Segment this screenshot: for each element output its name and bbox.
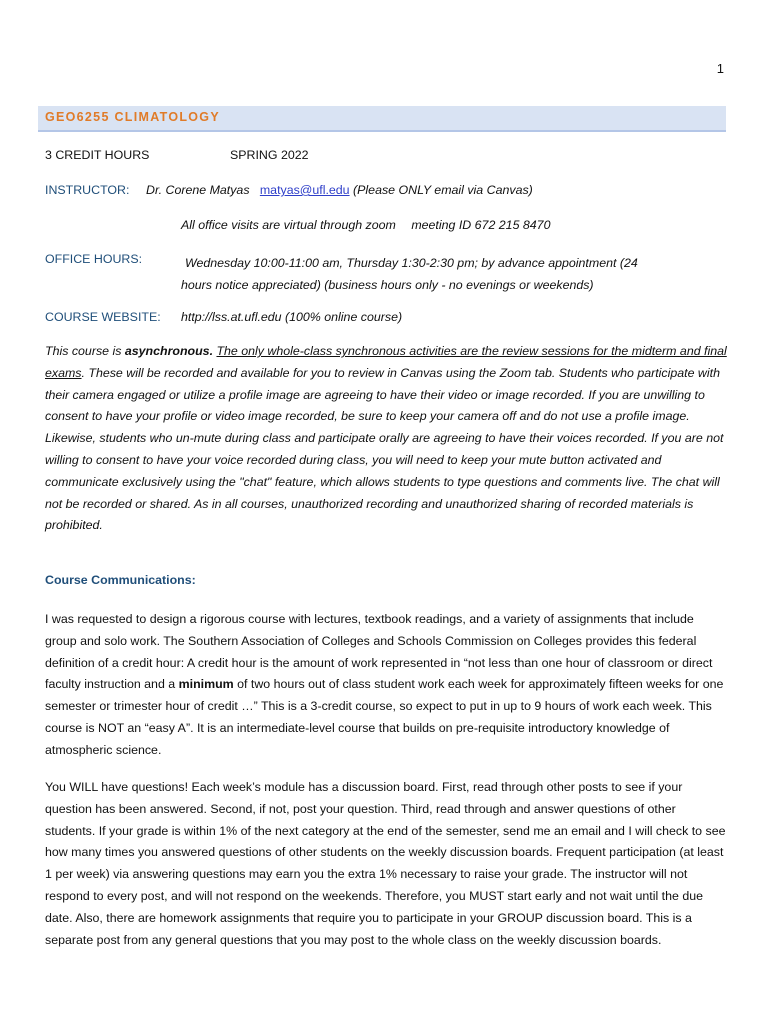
- course-communications-heading: Course Communications:: [45, 573, 196, 587]
- instructor-row: [45, 183, 533, 197]
- course-website-value: http://lss.at.ufl.edu (100% online course): [181, 310, 403, 324]
- instructor-name: Dr. Corene Matyas: [146, 183, 250, 197]
- meeting-id: meeting ID 672 215 8470: [411, 218, 551, 232]
- office-hours-line1: Wednesday 10:00-11:00 am, Thursday 1:30-2:30 pm; by advance appointment (24: [185, 256, 638, 270]
- course-website-label: COURSE WEBSITE:: [45, 310, 161, 324]
- asynchronous-paragraph: [45, 341, 729, 537]
- credit-minimum: minimum: [178, 677, 234, 692]
- credit-term-row: [45, 148, 309, 162]
- virtual-visits-row: [181, 218, 550, 232]
- course-title: GEO6255 CLIMATOLOGY: [45, 110, 220, 124]
- async-text-2: . These will be recorded and available for you to review in Canvas using the Zoom tab. Students who participate with their camera engaged or utilize a profile image are agreeing to have their video or image recorded. If you are unwilling to consent to have your profile or video image recorded, be sure to keep your camera off and do not use a profile image. Likewise, students who un-mute during class and participate orally are agreeing to have their voices recorded. If you are not willing to consent to have your voice recorded during class, you will need to keep your mute button activated and communicate exclusively using the "chat" feature, which allows students to type questions and comments live. The chat will not be recorded or shared. As in all courses, unauthorized recording and unauthorized sharing of recorded materials is prohibited.: [45, 365, 724, 533]
- course-title-band: [38, 106, 726, 132]
- virtual-note: All office visits are virtual through zoom: [181, 218, 396, 232]
- course-website-row: [45, 310, 161, 324]
- email-note: (Please ONLY email via Canvas): [353, 183, 533, 197]
- async-underlined: The only whole-class synchronous activities are the review sessions for the midterm and final exams: [45, 344, 727, 380]
- credit-text-2: of two hours out of class student work each week for approximately fifteen weeks for one semester or trimester hour of credit …” This is a 3-credit course, so expect to put in up to 9 hours of work each week. This course is NOT an “easy A”. It is an intermediate-level course that builds on pre-requisite introductory knowledge of atmospheric science.: [45, 677, 724, 757]
- instructor-label: INSTRUCTOR:: [45, 183, 130, 197]
- questions-paragraph: You WILL have questions! Each week’s module has a discussion board. First, read through other posts to see if your question has been answered. Second, if not, post your question. Third, read through and answer questions of other students. If your grade is within 1% of the next category at the end of the semester, send me an email and I will check to see how many times you answered questions of other students on the weekly discussion boards. Frequent participation (at least 1 per week) via answering questions may earn you the extra 1% necessary to raise your grade. The instructor will not respond to every post, and will not respond on the weekends. Therefore, you MUST start early and not wait until the due date. Also, there are homework assignments that require you to participate in your GROUP discussion board. This is a separate post from any general questions that you may post to the whole class on the weekly discussion boards.: [45, 780, 726, 947]
- office-hours-text: [181, 252, 638, 296]
- page-number: 1: [716, 61, 724, 76]
- async-emphasis: asynchronous.: [124, 344, 214, 358]
- office-hours-row: [45, 252, 142, 266]
- credit-hour-paragraph: [45, 609, 727, 762]
- term: SPRING 2022: [230, 148, 309, 162]
- office-hours-label: OFFICE HOURS:: [45, 252, 143, 266]
- instructor-email-link[interactable]: matyas@ufl.edu: [259, 183, 350, 197]
- credit-text-1: I was requested to design a rigorous course with lectures, textbook readings, and a variety of assignments that include group and solo work. The Southern Association of Colleges and Schools Commission on Colleges provides this federal definition of a credit hour: A credit hour is the amount of work represented in “not less than one hour of classroom or direct faculty instruction and a: [45, 612, 713, 692]
- credit-hours: 3 CREDIT HOURS: [45, 148, 150, 162]
- async-text-1: This course is: [45, 344, 125, 358]
- office-hours-line2: hours notice appreciated) (business hours only - no evenings or weekends): [181, 278, 594, 292]
